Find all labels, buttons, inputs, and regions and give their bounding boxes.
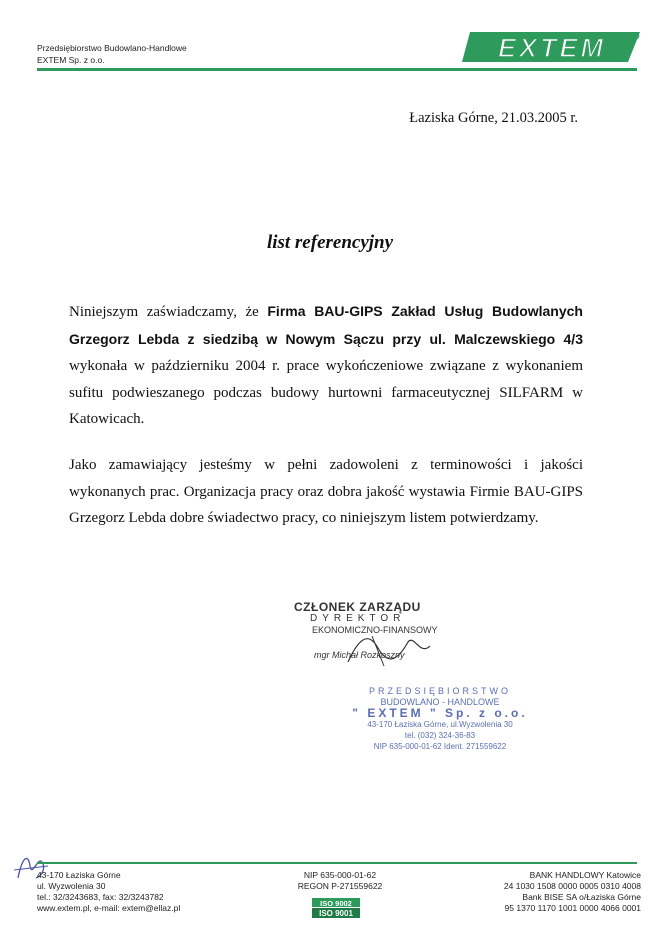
footer-address-line: www.extem.pl, e-mail: extem@ellaz.pl xyxy=(37,903,181,913)
iso-label-9001: ISO 9001 xyxy=(319,909,353,918)
paragraph-1 xyxy=(69,298,583,433)
iso-label-9002: ISO 9002 xyxy=(320,899,352,908)
header-rule xyxy=(37,68,637,71)
stamp-line2: BUDOWLANO - HANDLOWE xyxy=(380,697,500,707)
iso-badge xyxy=(312,898,360,918)
footer-bank-line: 24 1030 1508 0000 0005 0310 4008 xyxy=(503,881,641,891)
signature-role: DYREKTOR xyxy=(310,613,406,624)
stamp-line3: " EXTEM " Sp. z o.o. xyxy=(352,706,528,720)
company-name xyxy=(37,42,187,66)
letter-title: list referencyjny xyxy=(266,232,394,253)
stamp-line1: PRZEDSIĘBIORSTWO xyxy=(368,686,511,696)
footer-bank-line: Bank BISE SA o/Łaziska Górne xyxy=(522,892,641,902)
footer-address-line: tel.: 32/3243683, fax: 32/3243782 xyxy=(37,892,164,902)
footer-bank-line: 95 1370 1170 1001 0000 4066 0001 xyxy=(504,903,641,913)
footer-address xyxy=(37,870,180,914)
paragraph-1-rest: wykonała w październiku 2004 r. prace wykończeniowe związane z wykonaniem sufitu podwieszanego podczas budowy hurtowni farmaceutycznej SILFARM w Katowicach. xyxy=(69,358,583,427)
company-name-line1: Przedsiębiorstwo Budowlano-Handlowe xyxy=(37,43,187,53)
footer-bank-line: BANK HANDLOWY Katowice xyxy=(529,870,641,880)
paragraph-1-intro: Niniejszym zaświadczamy, że xyxy=(69,304,268,320)
extem-logo xyxy=(462,26,642,66)
footer-rule xyxy=(37,862,637,864)
signature-name: mgr Michał Rozkoszny xyxy=(314,650,405,660)
letter-date: Łaziska Górne, 21.03.2005 r. xyxy=(409,110,578,126)
company-stamp xyxy=(340,686,540,766)
paragraph-2: Jako zamawiający jesteśmy w pełni zadowoleni z terminowości i jakości wykonanych prac. Organizacja pracy oraz dobra jakość wystawia Firmie BAU-GIPS Grzegorz Lebda dobre świadectwo pracy, co niniejszym listem potwierdzamy. xyxy=(69,457,583,526)
footer-regon: REGON P-271559622 xyxy=(297,881,383,891)
signature-department: EKONOMICZNO-FINANSOWY xyxy=(312,625,438,635)
stamp-line4: 43-170 Łaziska Górne, ul.Wyzwolenia 30 xyxy=(367,720,513,729)
stamp-line6: NIP 635-000-01-62 Ident. 271559622 xyxy=(373,742,507,751)
company-name-line2: EXTEM Sp. z o.o. xyxy=(37,55,105,65)
stamp-line5: tel. (032) 324-36-83 xyxy=(404,731,476,740)
signature-block xyxy=(288,600,458,670)
paragraph-1-bold: Firma BAU-GIPS Zakład Usług Budowlanych Grzegorz Lebda z siedzibą w Nowym Sączu przy ul. Malczewskiego 4/3 xyxy=(69,303,583,347)
signature-title: CZŁONEK ZARZĄDU xyxy=(294,600,421,614)
logo-text: EXTEM xyxy=(497,33,607,63)
footer-registration xyxy=(280,870,400,892)
footer-nip: NIP 635-000-01-62 xyxy=(303,870,377,880)
footer-bank xyxy=(504,870,641,914)
footer-address-line: ul. Wyzwolenia 30 xyxy=(37,881,106,891)
footer-address-line: 43-170 Łaziska Górne xyxy=(37,870,121,880)
